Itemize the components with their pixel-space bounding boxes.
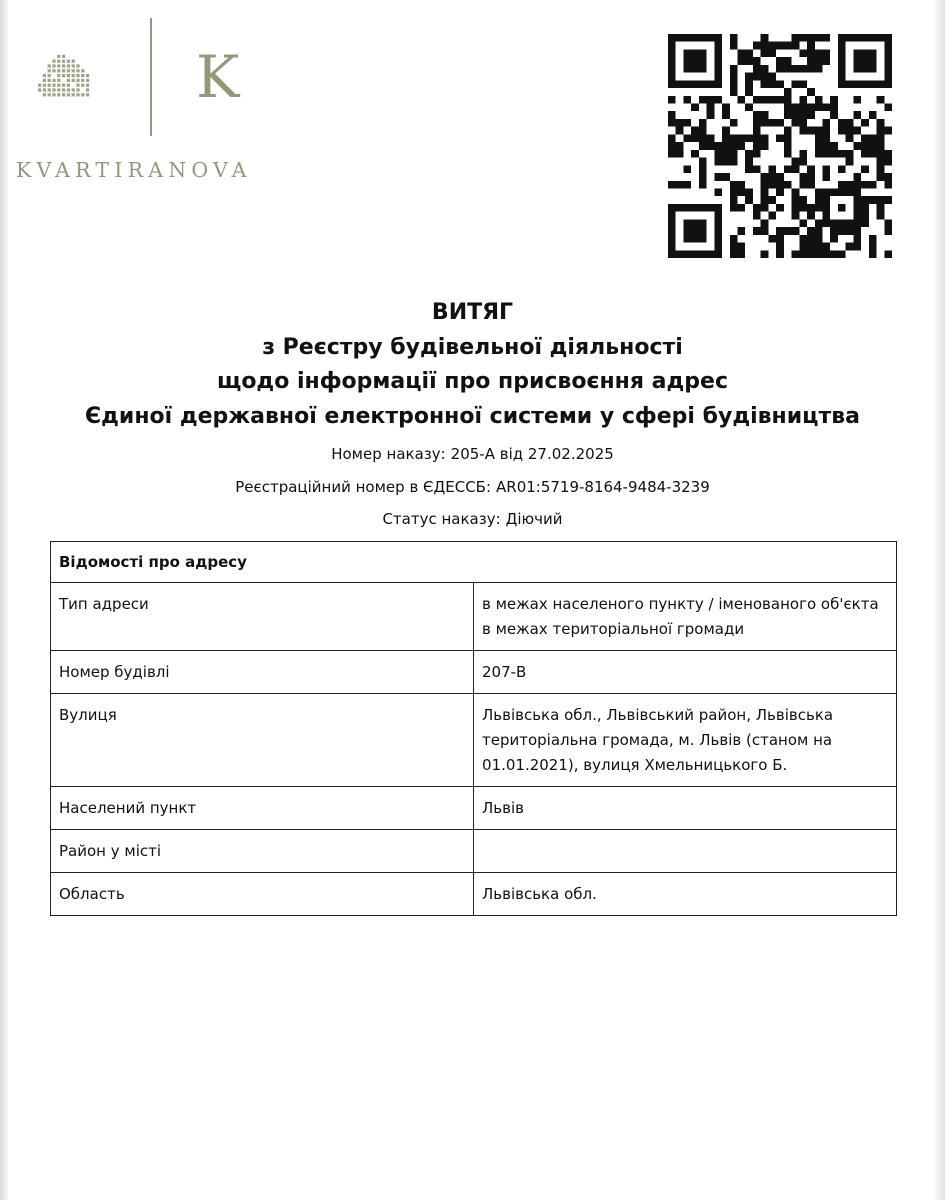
table-row: [51, 694, 897, 787]
title-line: ВИТЯГ: [431, 300, 514, 325]
document-title: [0, 296, 945, 434]
row-label: Вулиця: [51, 694, 474, 787]
order-status-label: Статус наказу:: [382, 510, 501, 528]
qr-code-icon: [668, 34, 892, 258]
row-value: 207-В: [474, 651, 897, 694]
row-label: Район у місті: [51, 830, 474, 873]
kvartiranova-logo: [12, 12, 294, 182]
registration-number: [0, 478, 945, 496]
address-table: [50, 541, 897, 916]
order-number-label: Номер наказу:: [331, 445, 446, 463]
row-value: [474, 830, 897, 873]
page-edge: [935, 0, 945, 1200]
row-label: Населений пункт: [51, 787, 474, 830]
table-row: [51, 583, 897, 651]
row-value: Львівська обл.: [474, 873, 897, 916]
order-status-value: Діючий: [505, 510, 563, 528]
table-row: [51, 873, 897, 916]
building-logo-icon: [12, 12, 294, 182]
row-value: Львівська обл., Львівський район, Львівська територіальна громада, м. Львів (станом на 01.01.2021), вулиця Хмельницького Б.: [474, 694, 897, 787]
order-number: [0, 445, 945, 463]
logo-wordmark: KVARTIRANOVA: [16, 158, 252, 182]
registration-number-label: Реєстраційний номер в ЄДЕССБ:: [235, 478, 492, 496]
title-line: Єдиної державної електронної системи у сфері будівництва: [84, 403, 860, 429]
title-line: щодо інформації про присвоєння адрес: [217, 369, 728, 394]
row-label: Тип адреси: [51, 583, 474, 651]
order-number-value: 205-А від 27.02.2025: [450, 445, 614, 463]
order-status: [0, 510, 945, 528]
row-label: Номер будівлі: [51, 651, 474, 694]
logo-monogram: K: [196, 43, 240, 111]
table-row: [51, 787, 897, 830]
table-header: Відомості про адресу: [51, 542, 897, 583]
row-value: в межах населеного пункту / іменованого об'єкта в межах територіальної громади: [474, 583, 897, 651]
table-row: [51, 830, 897, 873]
table-row: [51, 651, 897, 694]
row-label: Область: [51, 873, 474, 916]
page-edge: [0, 0, 8, 1200]
registration-number-value: AR01:5719-8164-9484-3239: [496, 478, 710, 496]
row-value: Львів: [474, 787, 897, 830]
table-header-row: [51, 542, 897, 583]
title-line: з Реєстру будівельної діяльності: [262, 334, 683, 360]
